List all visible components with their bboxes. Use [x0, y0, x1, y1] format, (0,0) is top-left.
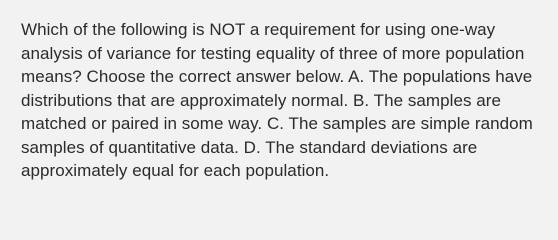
question-text: Which of the following is NOT a requirement for using one-way analysis of variance for testing equality of three of more population means? Choose the correct answer below. A. The populations have distributions that are approximately normal. B. The samples are matched or paired in some way. C. The samples are simple random samples of quantitative data. D. The standard deviations are approximately equal for each population. [21, 20, 533, 180]
